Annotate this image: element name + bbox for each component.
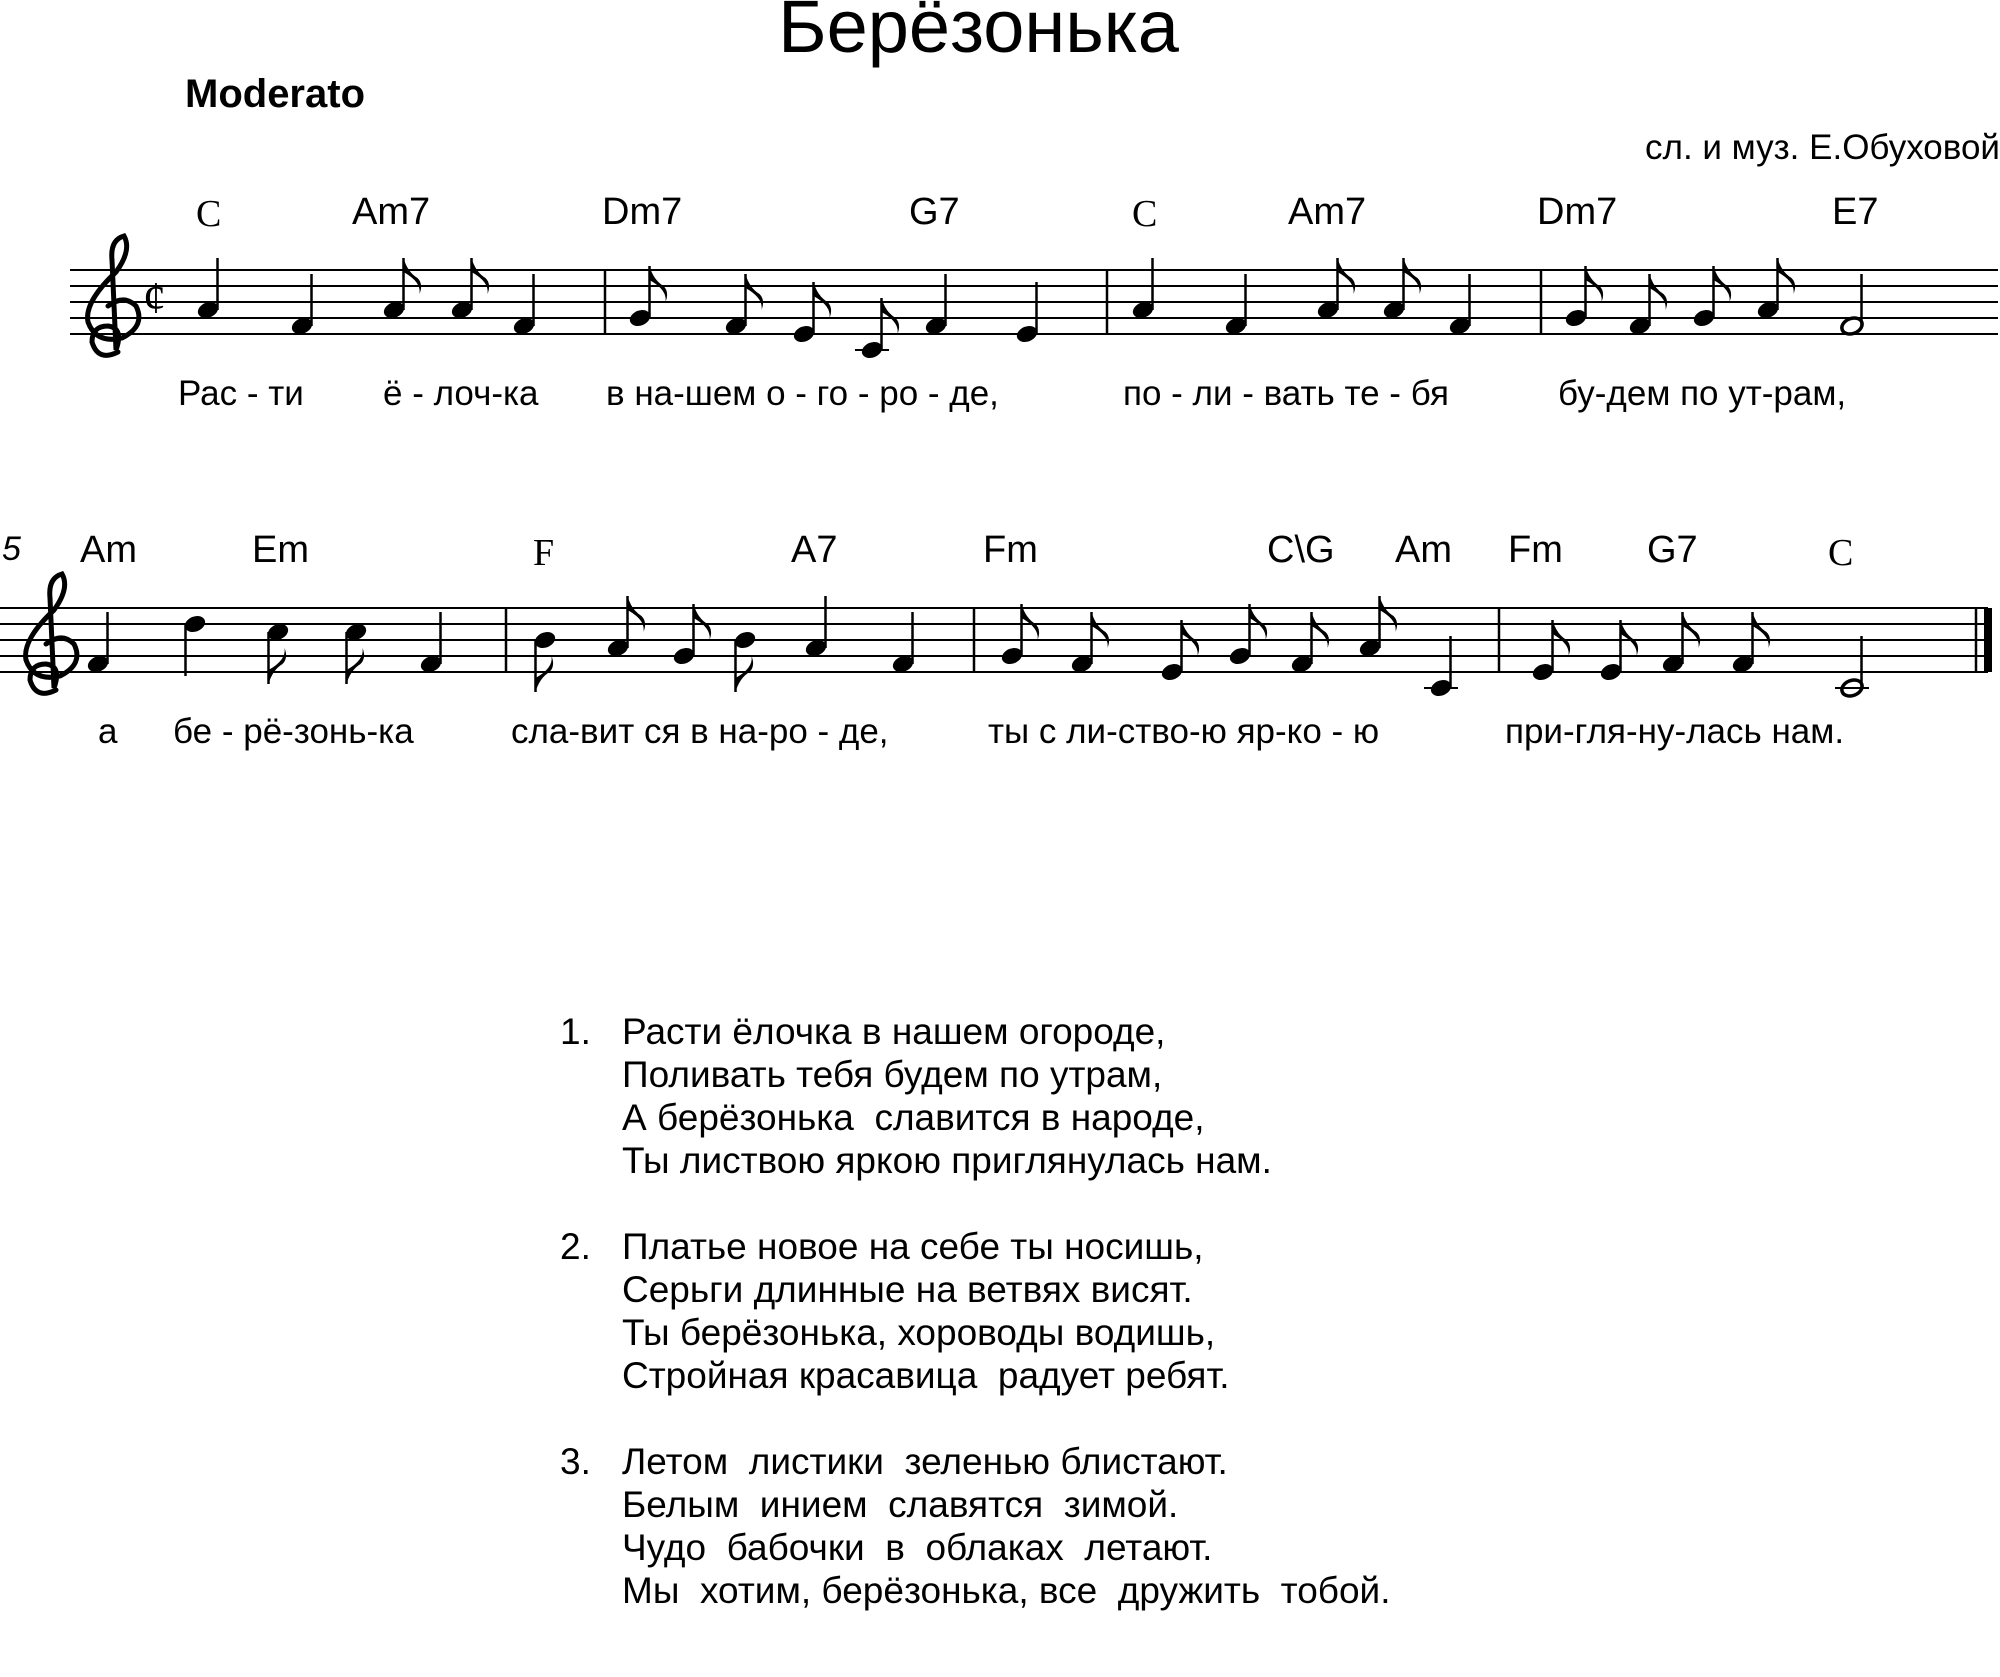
note-flag: [1621, 620, 1639, 656]
chord-symbol: C: [196, 193, 222, 235]
verse: [560, 1225, 1391, 1397]
chord-symbol: E7: [1832, 191, 1879, 233]
verse-number: 1.: [560, 1011, 591, 1052]
note-flag: [1380, 596, 1398, 632]
verse-line: Ты берёзонька, хороводы водишь,: [622, 1312, 1216, 1353]
notes-system-1: [195, 258, 1864, 361]
verse-number: 3.: [560, 1441, 591, 1482]
final-barline: [1984, 608, 1992, 672]
note-flag: [1586, 266, 1604, 302]
note-flag: [1553, 620, 1571, 656]
chord-symbol: Fm: [983, 529, 1038, 571]
note-flag: [736, 656, 754, 692]
lyric-syllables: а: [98, 712, 118, 751]
verse-line: Летом листики зеленью блистают.: [622, 1441, 1228, 1482]
verse-line: Поливать тебя будем по утрам,: [622, 1054, 1163, 1095]
chord-symbol: Dm7: [1537, 191, 1618, 233]
verse: [560, 1010, 1391, 1182]
note-flag: [882, 298, 900, 334]
chord-symbol: G7: [1647, 529, 1698, 571]
note-flag: [536, 656, 554, 692]
lyric-syllables: в на-шем о - го - ро - де,: [606, 374, 999, 413]
note-flag: [347, 648, 365, 684]
chord-symbol: Am: [1395, 529, 1452, 571]
lyric-syllables: по - ли - вать те - бя: [1123, 374, 1449, 413]
chord-symbol: C\G: [1267, 529, 1335, 571]
note-flag: [814, 282, 832, 318]
note-flag: [1338, 258, 1356, 294]
chord-symbol: G7: [909, 191, 960, 233]
note-flag: [694, 604, 712, 640]
chord-symbol: Fm: [1508, 529, 1563, 571]
verse: [560, 1440, 1391, 1612]
verse-number: 2.: [560, 1226, 591, 1267]
lyric-syllables: бе - рё-зонь-ка: [173, 712, 414, 751]
verse-line: Белым инием славятся зимой.: [622, 1484, 1179, 1525]
measure-number: 5: [2, 530, 21, 568]
note-flag: [628, 596, 646, 632]
staff-system-1: [70, 270, 1998, 334]
lyric-syllables: Рас - ти: [178, 374, 304, 413]
verse-line: Ты листвою яркою приглянулась нам.: [622, 1140, 1272, 1181]
note-flag: [1022, 604, 1040, 640]
verse-line: Расти ёлочка в нашем огороде,: [622, 1011, 1166, 1052]
lyric-syllables: бу-дем по ут-рам,: [1558, 374, 1847, 413]
verse-line: А берёзонька славится в народе,: [622, 1097, 1205, 1138]
note-flag: [269, 648, 287, 684]
verse-line: Стройная красавица радует ребят.: [622, 1355, 1230, 1396]
note-flag: [1182, 620, 1200, 656]
note-flag: [1778, 258, 1796, 294]
chord-symbol: F: [533, 532, 555, 574]
note-flag: [1092, 612, 1110, 648]
note-flag: [650, 266, 668, 302]
chord-symbol: Am: [80, 529, 137, 571]
lyric-syllables: при-гля-ну-лась нам.: [1505, 712, 1845, 751]
chord-symbol: C: [1132, 193, 1158, 235]
author-credit: сл. и муз. Е.Обуховой: [1645, 128, 2000, 167]
note-flag: [1404, 258, 1422, 294]
cut-time-icon: ¢: [143, 272, 166, 323]
lyric-syllables: сла-вит ся в на-ро - де,: [511, 712, 889, 751]
verse-line: Платье новое на себе ты носишь,: [622, 1226, 1204, 1267]
treble-clef-icon: [88, 236, 139, 355]
chord-symbol: C: [1828, 532, 1854, 574]
notes-system-2: [85, 596, 1869, 699]
note-flag: [1312, 612, 1330, 648]
lyric-syllables: ты с ли-ство-ю яр-ко - ю: [988, 712, 1380, 751]
note-flag: [1650, 274, 1668, 310]
note-flag: [472, 258, 490, 294]
note-flag: [1714, 266, 1732, 302]
chord-symbol: Em: [252, 529, 309, 571]
song-title: Берёзонька: [778, 0, 1179, 68]
verses-block: [560, 1010, 1391, 1655]
note-flag: [746, 274, 764, 310]
note-flag: [404, 258, 422, 294]
verse-line: Серьги длинные на ветвях висят.: [622, 1269, 1193, 1310]
chord-symbol: Am7: [352, 191, 431, 233]
staff-system-2: [0, 608, 1988, 672]
chord-symbol: Am7: [1288, 191, 1367, 233]
treble-clef-icon: [26, 574, 77, 693]
verse-line: Чудо бабочки в облаках летают.: [622, 1527, 1213, 1568]
verse-line: Мы хотим, берёзонька, все дружить тобой.: [622, 1570, 1391, 1611]
note-flag: [1753, 612, 1771, 648]
lyric-syllables: ё - лоч-ка: [383, 374, 539, 413]
chord-symbol: Dm7: [602, 191, 683, 233]
chord-symbol: A7: [791, 529, 838, 571]
note-flag: [1683, 612, 1701, 648]
tempo-marking: Moderato: [185, 72, 365, 116]
note-flag: [1250, 604, 1268, 640]
